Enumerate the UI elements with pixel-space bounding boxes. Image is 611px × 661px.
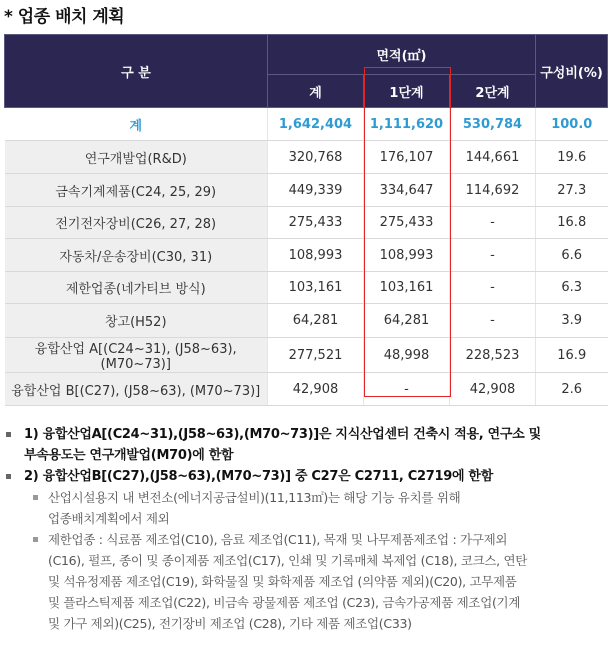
header-area: 면적(㎡) xyxy=(268,35,536,75)
cell-phase1: 103,161 xyxy=(364,272,450,304)
cell-total: 275,433 xyxy=(268,207,364,239)
cell-phase1: 64,281 xyxy=(364,304,450,338)
page-title: * 업종 배치 계획 xyxy=(4,7,125,27)
cell-total: 277,521 xyxy=(268,338,364,373)
cell-phase2: - xyxy=(450,239,536,272)
note-line: 및 가구 제외)(C25), 전기장비 제조업 (C28), 기타 제품 제조업(C33) xyxy=(48,616,412,631)
cell-ratio: 16.8 xyxy=(536,207,608,239)
cell-phase2: 114,692 xyxy=(450,174,536,207)
note-line: 2) 융합산업B[(C27),(J58~63),(M70~73)] 중 C27은 C2711, C2719에 한함 xyxy=(24,469,493,484)
cell-phase2: - xyxy=(450,207,536,239)
cell-ratio: 6.6 xyxy=(536,239,608,272)
cell-phase1: 275,433 xyxy=(364,207,450,239)
notes-section xyxy=(0,424,611,634)
table-row xyxy=(5,272,608,304)
cell-total: 108,993 xyxy=(268,239,364,272)
cell-phase2: - xyxy=(450,304,536,338)
cell-ratio: 27.3 xyxy=(536,174,608,207)
cell-ratio: 3.9 xyxy=(536,304,608,338)
row-name: 융합산업 B[(C27), (J58~63), (M70~73)] xyxy=(5,373,268,406)
cell-total: 42,908 xyxy=(268,373,364,406)
table-row xyxy=(5,239,608,272)
cell-phase2: 144,661 xyxy=(450,141,536,174)
row-name: 자동차/운송장비(C30, 31) xyxy=(5,239,268,272)
cell-phase2: 42,908 xyxy=(450,373,536,406)
cell-phase1: 48,998 xyxy=(364,338,450,373)
cell-phase2: 228,523 xyxy=(450,338,536,373)
cell-total: 320,768 xyxy=(268,141,364,174)
note-line: 및 플라스틱제품 제조업(C22), 비금속 광물제품 제조업 (C23), 금속가공제품 제조업(기계 xyxy=(48,595,521,610)
cell-total: 1,642,404 xyxy=(268,108,364,141)
row-name: 제한업종(네가티브 방식) xyxy=(5,272,268,304)
square-bullet-icon xyxy=(6,474,11,479)
cell-ratio: 2.6 xyxy=(536,373,608,406)
row-name: 전기전자장비(C26, 27, 28) xyxy=(5,207,268,239)
cell-ratio: 6.3 xyxy=(536,272,608,304)
note-item xyxy=(0,424,611,466)
note-line: 1) 융합산업A[(C24~31),(J58~63),(M70~73)]은 지식산업센터 건축시 적용, 연구소 및 xyxy=(24,427,541,442)
table-row xyxy=(5,207,608,239)
square-bullet-icon xyxy=(33,495,38,500)
note-item xyxy=(0,466,611,487)
cell-phase2: 530,784 xyxy=(450,108,536,141)
cell-phase1: 176,107 xyxy=(364,141,450,174)
row-name: 창고(H52) xyxy=(5,304,268,338)
note-line: 및 석유정제품 제조업(C19), 화학물질 및 화학제품 제조업 (의약품 제외)(C20), 고무제품 xyxy=(48,574,517,589)
row-name: 연구개발업(R&D) xyxy=(5,141,268,174)
cell-ratio: 19.6 xyxy=(536,141,608,174)
cell-total: 103,161 xyxy=(268,272,364,304)
row-name: 융합산업 A[(C24~31), (J58~63), (M70~73)] xyxy=(5,338,268,373)
cell-total: 449,339 xyxy=(268,174,364,207)
header-phase1: 1단계 xyxy=(364,75,450,108)
table-row xyxy=(5,174,608,207)
note-line: 업종배치계획에서 제외 xyxy=(48,511,170,526)
note-line: 부속용도는 연구개발업(M70)에 한함 xyxy=(24,448,234,463)
table-row xyxy=(5,304,608,338)
square-bullet-icon xyxy=(33,537,38,542)
table-row xyxy=(5,373,608,406)
cell-phase2: - xyxy=(450,272,536,304)
table-row xyxy=(5,141,608,174)
note-line: (C16), 펄프, 종이 및 종이제품 제조업(C17), 인쇄 및 기록매체 복제업 (C18), 코크스, 연탄 xyxy=(48,553,528,568)
cell-phase1: 1,111,620 xyxy=(364,108,450,141)
header-category: 구 분 xyxy=(5,35,268,108)
cell-phase1: 334,647 xyxy=(364,174,450,207)
sub-note-item xyxy=(0,529,611,634)
table-row xyxy=(5,338,608,373)
header-ratio: 구성비(%) xyxy=(536,35,608,108)
note-line: 산업시설용지 내 변전소(에너지공급설비)(11,113㎡)는 해당 기능 유치를 위해 xyxy=(48,490,461,505)
note-line: 제한업종 : 식료품 제조업(C10), 음료 제조업(C11), 목재 및 나무제품제조업 : 가구제외 xyxy=(48,532,508,547)
square-bullet-icon xyxy=(6,432,11,437)
cell-ratio: 100.0 xyxy=(536,108,608,141)
table-row-total xyxy=(5,108,608,141)
cell-ratio: 16.9 xyxy=(536,338,608,373)
cell-phase1: 108,993 xyxy=(364,239,450,272)
industry-layout-table xyxy=(4,34,607,406)
row-name: 금속기계제품(C24, 25, 29) xyxy=(5,174,268,207)
header-phase2: 2단계 xyxy=(450,75,536,108)
header-total: 계 xyxy=(268,75,364,108)
sub-note-item xyxy=(0,487,611,529)
row-name: 계 xyxy=(5,108,268,141)
cell-total: 64,281 xyxy=(268,304,364,338)
cell-phase1: - xyxy=(364,373,450,406)
